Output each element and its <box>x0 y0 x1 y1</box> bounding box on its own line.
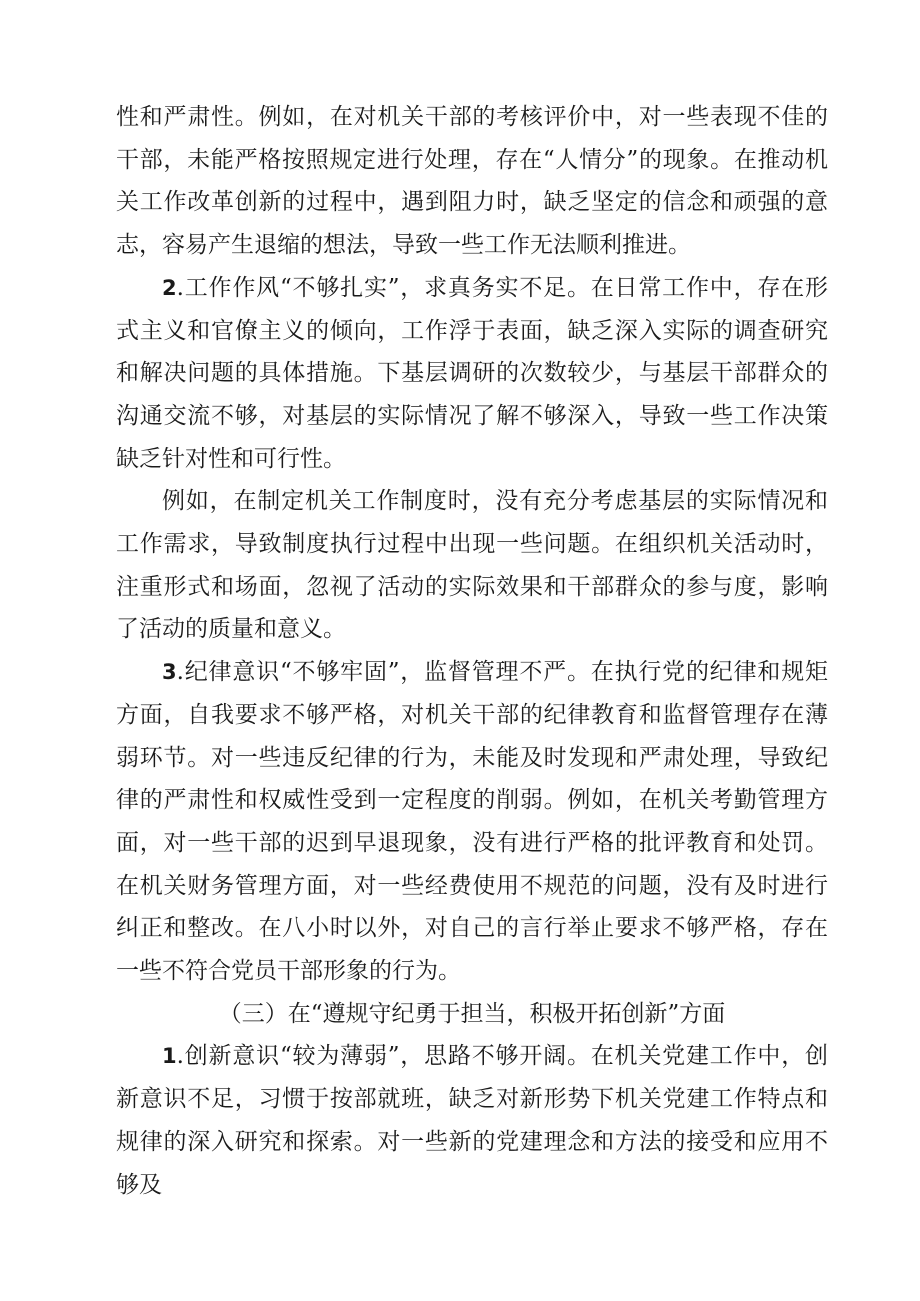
paragraph-item-2 <box>116 267 828 481</box>
item-number: 1 <box>162 1044 177 1069</box>
paragraph-item-3 <box>116 651 828 993</box>
paragraph-text: .创新意识“较为薄弱”，思路不够开阔。在机关党建工作中，创新意识不足，习惯于按部就班，缺乏对新形势下机关党建工作特点和规律的深入研究和探索。对一些新的党建理念和方法的接受和应用不够及 <box>116 1043 828 1198</box>
paragraph-text: 例如，在制定机关工作制度时，没有充分考虑基层的实际情况和工作需求，导致制度执行过程中出现一些问题。在组织机关活动时，注重形式和场面，忽视了活动的实际效果和干部群众的参与度，影响了活动的质量和意义。 <box>116 488 828 643</box>
paragraph-text: .工作作风“不够扎实”，求真务实不足。在日常工作中，存在形式主义和官僚主义的倾向，工作浮于表面，缺乏深入实际的调查研究和解决问题的具体措施。下基层调研的次数较少，与基层干部群众的沟通交流不够，对基层的实际情况了解不够深入，导致一些工作决策缺乏针对性和可行性。 <box>116 274 828 472</box>
document-body <box>116 96 828 1206</box>
paragraph-text: 性和严肃性。例如，在对机关干部的考核评价中，对一些表现不佳的干部，未能严格按照规定进行处理，存在“人情分”的现象。在推动机关工作改革创新的过程中，遇到阻力时，缺乏坚定的信念和顽强的意志，容易产生退缩的想法，导致一些工作无法顺利推进。 <box>116 104 828 259</box>
section-heading: （三）在“遵规守纪勇于担当，积极开拓创新”方面 <box>218 1000 726 1027</box>
paragraph-continuation <box>116 96 828 267</box>
paragraph-item-1 <box>116 1035 828 1206</box>
paragraph-example <box>116 480 828 651</box>
item-number: 3 <box>162 660 177 685</box>
paragraph-text: .纪律意识“不够牢固”，监督管理不严。在执行党的纪律和规矩方面，自我要求不够严格，对机关干部的纪律教育和监督管理存在薄弱环节。对一些违反纪律的行为，未能及时发现和严肃处理，导致纪律的严肃性和权威性受到一定程度的削弱。例如，在机关考勤管理方面，对一些干部的迟到早退现象，没有进行严格的批评教育和处罚。在机关财务管理方面，对一些经费使用不规范的问题，没有及时进行纠正和整改。在八小时以外，对自己的言行举止要求不够严格，存在一些不符合党员干部形象的行为。 <box>116 659 828 985</box>
item-number: 2 <box>162 275 177 300</box>
